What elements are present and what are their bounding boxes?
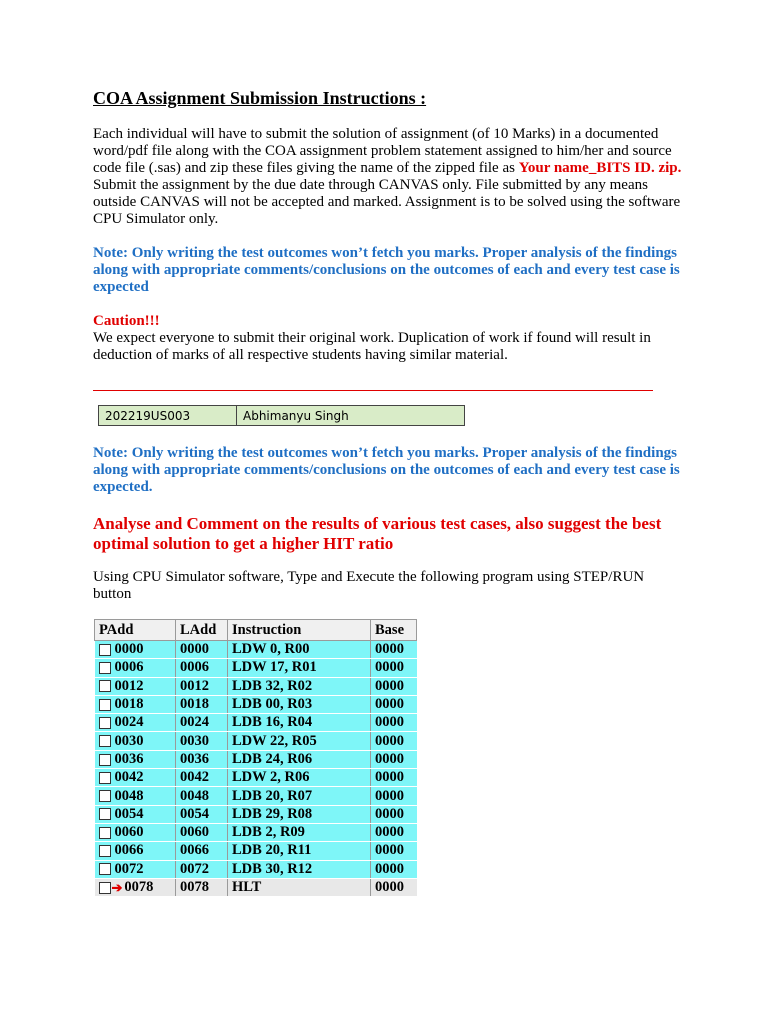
instructions-text: Using CPU Simulator software, Type and Execute the following program using STEP/RUN button [93,569,645,602]
ladd-cell: 0006 [176,659,228,677]
padd-value: 0018 [114,696,144,713]
padd-cell [95,878,176,896]
padd-cell [95,732,176,750]
ladd-cell: 0078 [176,878,228,896]
padd-cell [95,805,176,823]
padd-value: 0054 [114,805,144,822]
padd-cell [95,823,176,841]
ladd-cell: 0054 [176,805,228,823]
ladd-cell: 0000 [176,641,228,659]
checkbox-icon[interactable] [99,790,111,802]
padd-value: 0078 [124,879,154,895]
table-row[interactable] [95,769,417,787]
ladd-cell: 0066 [176,842,228,860]
table-row[interactable] [95,787,417,805]
padd-value: 0042 [114,769,144,786]
base-cell: 0000 [371,732,417,750]
padd-cell [95,659,176,677]
ladd-cell: 0012 [176,677,228,695]
checkbox-icon[interactable] [99,699,111,711]
table-row[interactable] [95,695,417,713]
ladd-cell: 0018 [176,695,228,713]
checkbox-icon[interactable] [99,863,111,875]
base-cell: 0000 [371,659,417,677]
caution-heading: Caution!!! [93,313,160,329]
student-id: 202219US003 [99,406,237,426]
padd-cell [95,695,176,713]
padd-value: 0048 [114,787,144,804]
padd-cell [95,860,176,878]
checkbox-icon[interactable] [99,845,111,857]
note-paragraph-2: Note: Only writing the test outcomes won’t fetch you marks. Proper analysis of the findings along with appropriate comments/conclusions on the outcomes of each and every test case is expected. [93,445,680,495]
base-cell: 0000 [371,714,417,732]
instruction-cell: LDW 22, R05 [228,732,371,750]
table-row[interactable] [95,750,417,768]
table-row[interactable] [95,805,417,823]
checkbox-icon[interactable] [99,662,111,674]
table-row[interactable] [95,677,417,695]
instruction-cell: LDB 2, R09 [228,823,371,841]
document-title: COA Assignment Submission Instructions : [93,88,427,108]
document-page [93,86,683,897]
instruction-cell: LDB 16, R04 [228,714,371,732]
student-name: Abhimanyu Singh [237,406,465,426]
red-divider [93,390,653,391]
padd-cell [95,714,176,732]
base-cell: 0000 [371,823,417,841]
header-instruction: Instruction [228,620,371,641]
base-cell: 0000 [371,750,417,768]
checkbox-icon[interactable] [99,827,111,839]
ladd-cell: 0048 [176,787,228,805]
header-ladd: LAdd [176,620,228,641]
table-row[interactable] [95,659,417,677]
student-id-table [98,405,465,426]
instruction-cell: LDW 2, R06 [228,769,371,787]
padd-value: 0060 [114,824,144,841]
header-padd: PAdd [95,620,176,641]
instruction-cell: LDB 00, R03 [228,695,371,713]
padd-value: 0066 [114,842,144,859]
submission-text-suffix: Submit the assignment by the due date through CANVAS only. File submitted by any means outside CANVAS will not be accepted and marked. Assignment is to be solved using the software CPU Simulator only. [93,177,681,227]
padd-cell [95,787,176,805]
table-row[interactable] [95,842,417,860]
padd-cell [95,677,176,695]
table-row[interactable] [95,714,417,732]
instruction-cell: LDB 20, R11 [228,842,371,860]
base-cell: 0000 [371,805,417,823]
analyse-heading: Analyse and Comment on the results of various test cases, also suggest the best optimal solution to get a higher HIT ratio [93,514,662,553]
table-row[interactable] [95,878,417,896]
ladd-cell: 0072 [176,860,228,878]
checkbox-icon[interactable] [99,717,111,729]
padd-cell [95,769,176,787]
instruction-cell: LDB 30, R12 [228,860,371,878]
table-row[interactable] [95,732,417,750]
table-row[interactable] [95,860,417,878]
padd-value: 0036 [114,750,144,767]
zip-filename-format: Your name_BITS ID. zip. [518,160,682,176]
instruction-cell: HLT [228,878,371,896]
ladd-cell: 0024 [176,714,228,732]
ladd-cell: 0060 [176,823,228,841]
instruction-cell: LDB 24, R06 [228,750,371,768]
checkbox-icon[interactable] [99,754,111,766]
submission-text-prefix: Each individual will have to submit the solution of assignment (of 10 Marks) in a documented word/pdf file along with the COA assignment problem statement assigned to him/her and source code file (.sas) and zip these files giving the name of the zipped file as [93,126,672,176]
submission-paragraph [93,126,683,228]
table-row[interactable] [95,823,417,841]
instruction-cell: LDB 32, R02 [228,677,371,695]
program-table-body [95,641,417,897]
checkbox-icon[interactable] [99,808,111,820]
instruction-cell: LDW 0, R00 [228,641,371,659]
table-row[interactable] [95,641,417,659]
base-cell: 0000 [371,842,417,860]
base-cell: 0000 [371,677,417,695]
padd-value: 0006 [114,659,144,676]
right-arrow-icon: ➔ [111,879,123,895]
checkbox-icon[interactable] [99,772,111,784]
padd-value: 0072 [114,860,144,877]
padd-value: 0024 [114,714,144,731]
base-cell: 0000 [371,641,417,659]
padd-value: 0000 [114,641,144,658]
note-paragraph-1: Note: Only writing the test outcomes won’t fetch you marks. Proper analysis of the findings along with appropriate comments/conclusions on the outcomes of each and every test case is expected [93,245,680,295]
base-cell: 0000 [371,769,417,787]
padd-value: 0012 [114,677,144,694]
checkbox-icon[interactable] [99,735,111,747]
base-cell: 0000 [371,787,417,805]
program-table-header [95,620,417,641]
instruction-cell: LDB 20, R07 [228,787,371,805]
padd-cell [95,641,176,659]
ladd-cell: 0036 [176,750,228,768]
padd-cell [95,842,176,860]
ladd-cell: 0030 [176,732,228,750]
checkbox-icon[interactable] [99,882,111,894]
header-base: Base [371,620,417,641]
instruction-cell: LDW 17, R01 [228,659,371,677]
base-cell: 0000 [371,878,417,896]
padd-value: 0030 [114,732,144,749]
student-row [99,406,465,426]
caution-text: We expect everyone to submit their original work. Duplication of work if found will result in deduction of marks of all respective students having similar material. [93,330,651,363]
ladd-cell: 0042 [176,769,228,787]
base-cell: 0000 [371,695,417,713]
checkbox-icon[interactable] [99,680,111,692]
program-table [94,619,417,897]
padd-cell [95,750,176,768]
checkbox-icon[interactable] [99,644,111,656]
instruction-cell: LDB 29, R08 [228,805,371,823]
base-cell: 0000 [371,860,417,878]
